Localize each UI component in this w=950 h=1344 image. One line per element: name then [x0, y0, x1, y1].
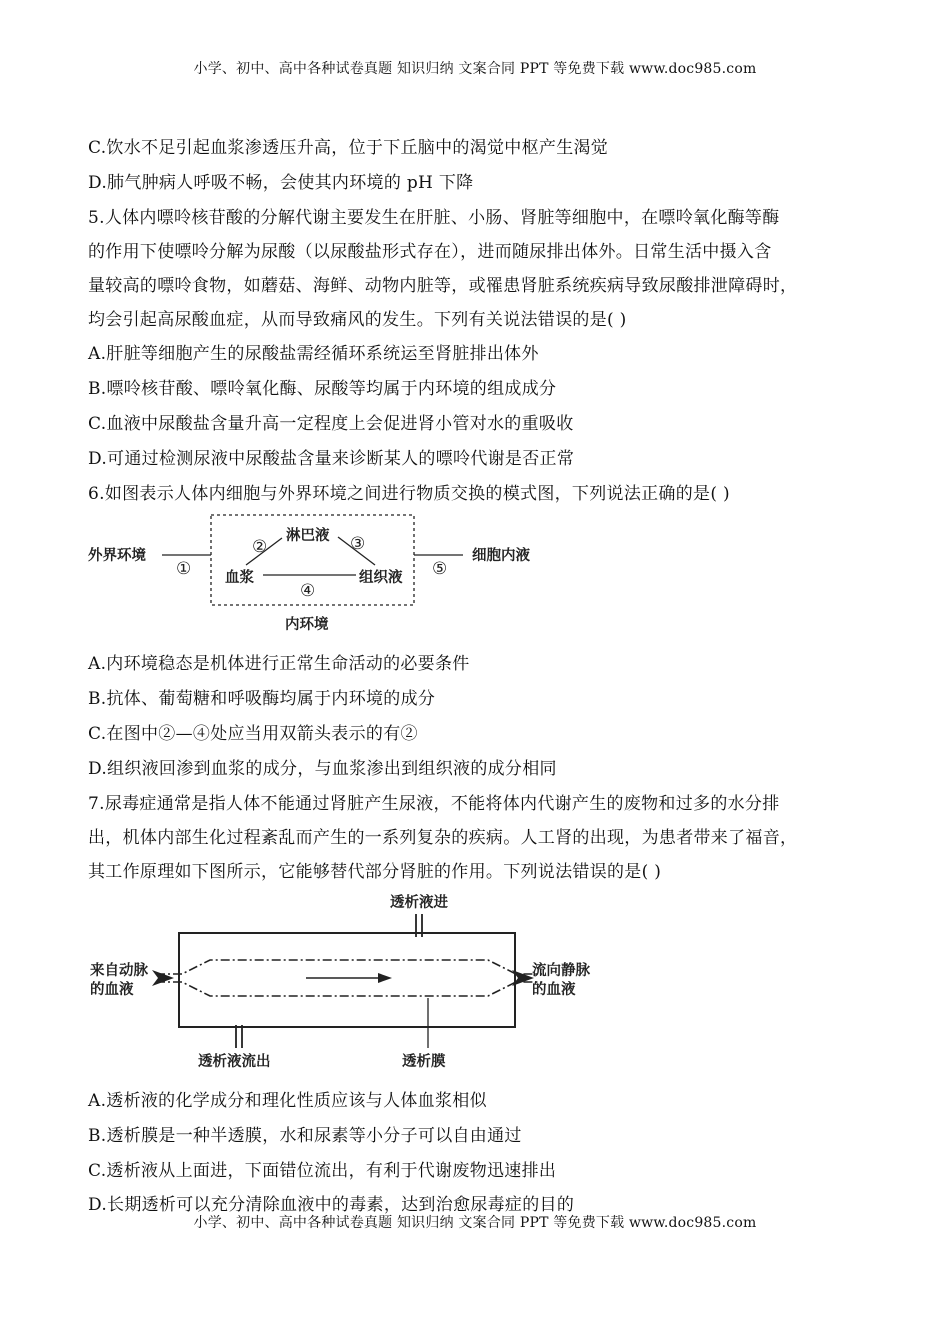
option-6b: B.抗体、葡萄糖和呼吸酶均属于内环境的成分 [88, 689, 436, 709]
option-6d: D.组织液回渗到血浆的成分，与血浆渗出到组织液的成分相同 [88, 759, 557, 779]
num-2: ② [252, 537, 268, 557]
question-5-line-4: 均会引起高尿酸血症，从而导致痛风的发生。下列有关说法错误的是( ) [88, 310, 627, 330]
option-6a: A.内环境稳态是机体进行正常生命活动的必要条件 [88, 654, 470, 674]
question-5-line-3: 量较高的嘌呤食物，如蘑菇、海鲜、动物内脏等，或罹患肾脏系统疾病导致尿酸排泄障碍时， [88, 276, 798, 296]
label-tissue-fluid: 组织液 [359, 570, 403, 586]
blood-tube-bottom [156, 982, 542, 996]
option-5c: C.血液中尿酸盐含量升高一定程度上会促进肾小管对水的重吸收 [88, 414, 574, 434]
dialyzer-outer-box [179, 933, 515, 1027]
label-outside: 外界环境 [88, 548, 146, 564]
label-internal-env: 内环境 [285, 617, 329, 633]
question-7-line-3: 其工作原理如下图所示，它能够替代部分肾脏的作用。下列说法错误的是( ) [88, 862, 662, 882]
question-5-line-1: 5.人体内嘌呤核苷酸的分解代谢主要发生在肝脏、小肠、肾脏等细胞中，在嘌呤氧化酶等酶 [88, 208, 780, 228]
question-5-line-2: 的作用下使嘌呤分解为尿酸（以尿酸盐形式存在），进而随尿排出体外。日常生活中摄入含 [88, 242, 772, 262]
question-6: 6.如图表示人体内细胞与外界环境之间进行物质交换的模式图，下列说法正确的是( ) [88, 484, 730, 504]
label-dialysate-in: 透析液进 [390, 895, 448, 911]
label-dialysate-out: 透析液流出 [198, 1054, 271, 1070]
option-7b: B.透析膜是一种半透膜，水和尿素等小分子可以自由通过 [88, 1126, 522, 1146]
num-3: ③ [350, 534, 366, 554]
label-plasma: 血浆 [225, 570, 254, 586]
page-footer: 小学、初中、高中各种试卷真题 知识归纳 文案合同 PPT 等免费下载 www.doc985.com [193, 1215, 757, 1231]
question-7-line-2: 出，机体内部生化过程紊乱而产生的一系列复杂的疾病。人工肾的出现，为患者带来了福音， [88, 828, 798, 848]
blood-tube-top [156, 960, 542, 974]
label-lymph: 淋巴液 [286, 528, 330, 544]
option-7d: D.长期透析可以充分清除血液中的毒素，达到治愈尿毒症的目的 [88, 1195, 575, 1215]
option-5d: D.可通过检测尿液中尿酸盐含量来诊断某人的嘌呤代谢是否正常 [88, 449, 575, 469]
label-from-artery-1: 来自动脉 [90, 963, 148, 979]
inflow-arrow-icon [152, 970, 174, 986]
page-header: 小学、初中、高中各种试卷真题 知识归纳 文案合同 PPT 等免费下载 www.doc985.com [193, 61, 757, 77]
label-to-vein-2: 的血液 [532, 982, 576, 998]
num-4: ④ [300, 581, 316, 601]
num-1: ① [176, 559, 192, 579]
label-from-artery-2: 的血液 [90, 982, 134, 998]
option-7a: A.透析液的化学成分和理化性质应该与人体血浆相似 [88, 1091, 487, 1111]
option-5a: A.肝脏等细胞产生的尿酸盐需经循环系统运至肾脏排出体外 [88, 344, 539, 364]
artificial-kidney-diagram [80, 888, 620, 1076]
num-5: ⑤ [432, 559, 448, 579]
flow-arrowhead-icon [378, 973, 392, 983]
question-7-line-1: 7.尿毒症通常是指人体不能通过肾脏产生尿液，不能将体内代谢产生的废物和过多的水分排 [88, 794, 780, 814]
option-4c: C.饮水不足引起血浆渗透压升高，位于下丘脑中的渴觉中枢产生渴觉 [88, 138, 609, 158]
option-6c: C.在图中②—④处应当用双箭头表示的有② [88, 724, 418, 744]
label-intracellular: 细胞内液 [472, 548, 530, 564]
option-4d: D.肺气肿病人呼吸不畅，会使其内环境的 pH 下降 [88, 173, 474, 193]
label-to-vein-1: 流向静脉 [532, 963, 590, 979]
label-membrane: 透析膜 [402, 1054, 446, 1070]
option-5b: B.嘌呤核苷酸、嘌呤氧化酶、尿酸等均属于内环境的组成成分 [88, 379, 557, 399]
option-7c: C.透析液从上面进，下面错位流出，有利于代谢废物迅速排出 [88, 1161, 557, 1181]
internal-environment-diagram [80, 508, 560, 643]
